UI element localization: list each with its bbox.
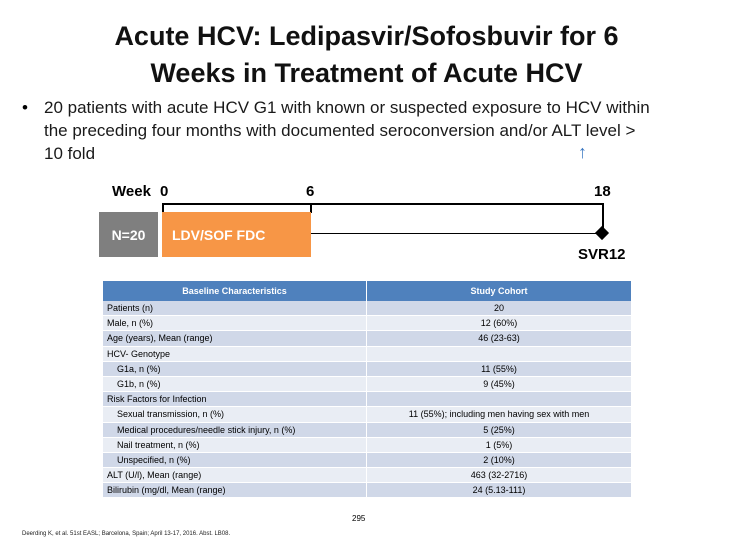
svr12-label: SVR12	[578, 246, 626, 263]
bullet-line-2: the preceding four months with documented seroconversion and/or ALT level >	[44, 121, 636, 140]
diamond-icon	[595, 226, 609, 240]
week-18-label: 18	[594, 183, 611, 200]
table-row	[103, 422, 632, 437]
table-row	[103, 376, 632, 391]
row-label: Male, n (%)	[103, 316, 367, 331]
row-label: Sexual transmission, n (%)	[103, 407, 367, 422]
row-value: 11 (55%); including men having sex with men	[367, 407, 632, 422]
table-row	[103, 331, 632, 346]
timeline-axis	[162, 203, 604, 205]
baseline-characteristics-table	[103, 281, 632, 498]
table-header-row	[103, 281, 632, 301]
row-value: 5 (25%)	[367, 422, 632, 437]
table-row	[103, 437, 632, 452]
row-value: 9 (45%)	[367, 376, 632, 391]
cohort-size-box: N=20	[99, 212, 158, 257]
row-value: 11 (55%)	[367, 361, 632, 376]
table-row	[103, 346, 632, 361]
row-label: G1b, n (%)	[103, 376, 367, 391]
row-label: Nail treatment, n (%)	[103, 437, 367, 452]
row-value: 24 (5.13-111)	[367, 483, 632, 498]
row-label: Patients (n)	[103, 301, 367, 316]
row-value: 46 (23-63)	[367, 331, 632, 346]
treatment-box: LDV/SOF FDC	[162, 212, 311, 257]
week-0-label: 0	[160, 183, 169, 200]
table-row	[103, 468, 632, 483]
row-value: 12 (60%)	[367, 316, 632, 331]
row-label: Bilirubin (mg/dl, Mean (range)	[103, 483, 367, 498]
row-label: Age (years), Mean (range)	[103, 331, 367, 346]
row-label: G1a, n (%)	[103, 361, 367, 376]
table-row	[103, 452, 632, 467]
bullet-line-3: 10 fold	[44, 144, 96, 163]
up-arrow-icon: ↑	[578, 142, 587, 162]
row-value	[367, 392, 632, 407]
title-line-2: Weeks in Treatment of Acute HCV	[150, 58, 583, 88]
citation-footnote: Deerding K, et al. 51st EASL; Barcelona, Spain; April 13-17, 2016. Abst. LB08.	[22, 531, 231, 537]
week-6-label: 6	[306, 183, 315, 200]
bullet-text	[44, 96, 712, 165]
page-number: 295	[352, 514, 366, 523]
table-row	[103, 407, 632, 422]
table-header-cohort: Study Cohort	[367, 281, 632, 301]
bullet-dot-icon: •	[22, 98, 28, 117]
table-row	[103, 316, 632, 331]
row-value	[367, 346, 632, 361]
row-label: Medical procedures/needle stick injury, n (%)	[103, 422, 367, 437]
table-row	[103, 301, 632, 316]
row-value: 20	[367, 301, 632, 316]
table-header-characteristics: Baseline Characteristics	[103, 281, 367, 301]
week-label: Week	[112, 183, 151, 200]
table-row	[103, 392, 632, 407]
bullet-line-1: 20 patients with acute HCV G1 with known or suspected exposure to HCV within	[44, 98, 650, 117]
row-value: 463 (32-2716)	[367, 468, 632, 483]
row-label: ALT (U/l), Mean (range)	[103, 468, 367, 483]
follow-up-line	[311, 233, 601, 234]
title-line-1: Acute HCV: Ledipasvir/Sofosbuvir for 6	[114, 21, 619, 51]
table-row	[103, 483, 632, 498]
table-row	[103, 361, 632, 376]
row-label: HCV- Genotype	[103, 346, 367, 361]
row-value: 2 (10%)	[367, 452, 632, 467]
slide-title	[0, 18, 733, 92]
row-value: 1 (5%)	[367, 437, 632, 452]
row-label: Unspecified, n (%)	[103, 452, 367, 467]
row-label: Risk Factors for Infection	[103, 392, 367, 407]
